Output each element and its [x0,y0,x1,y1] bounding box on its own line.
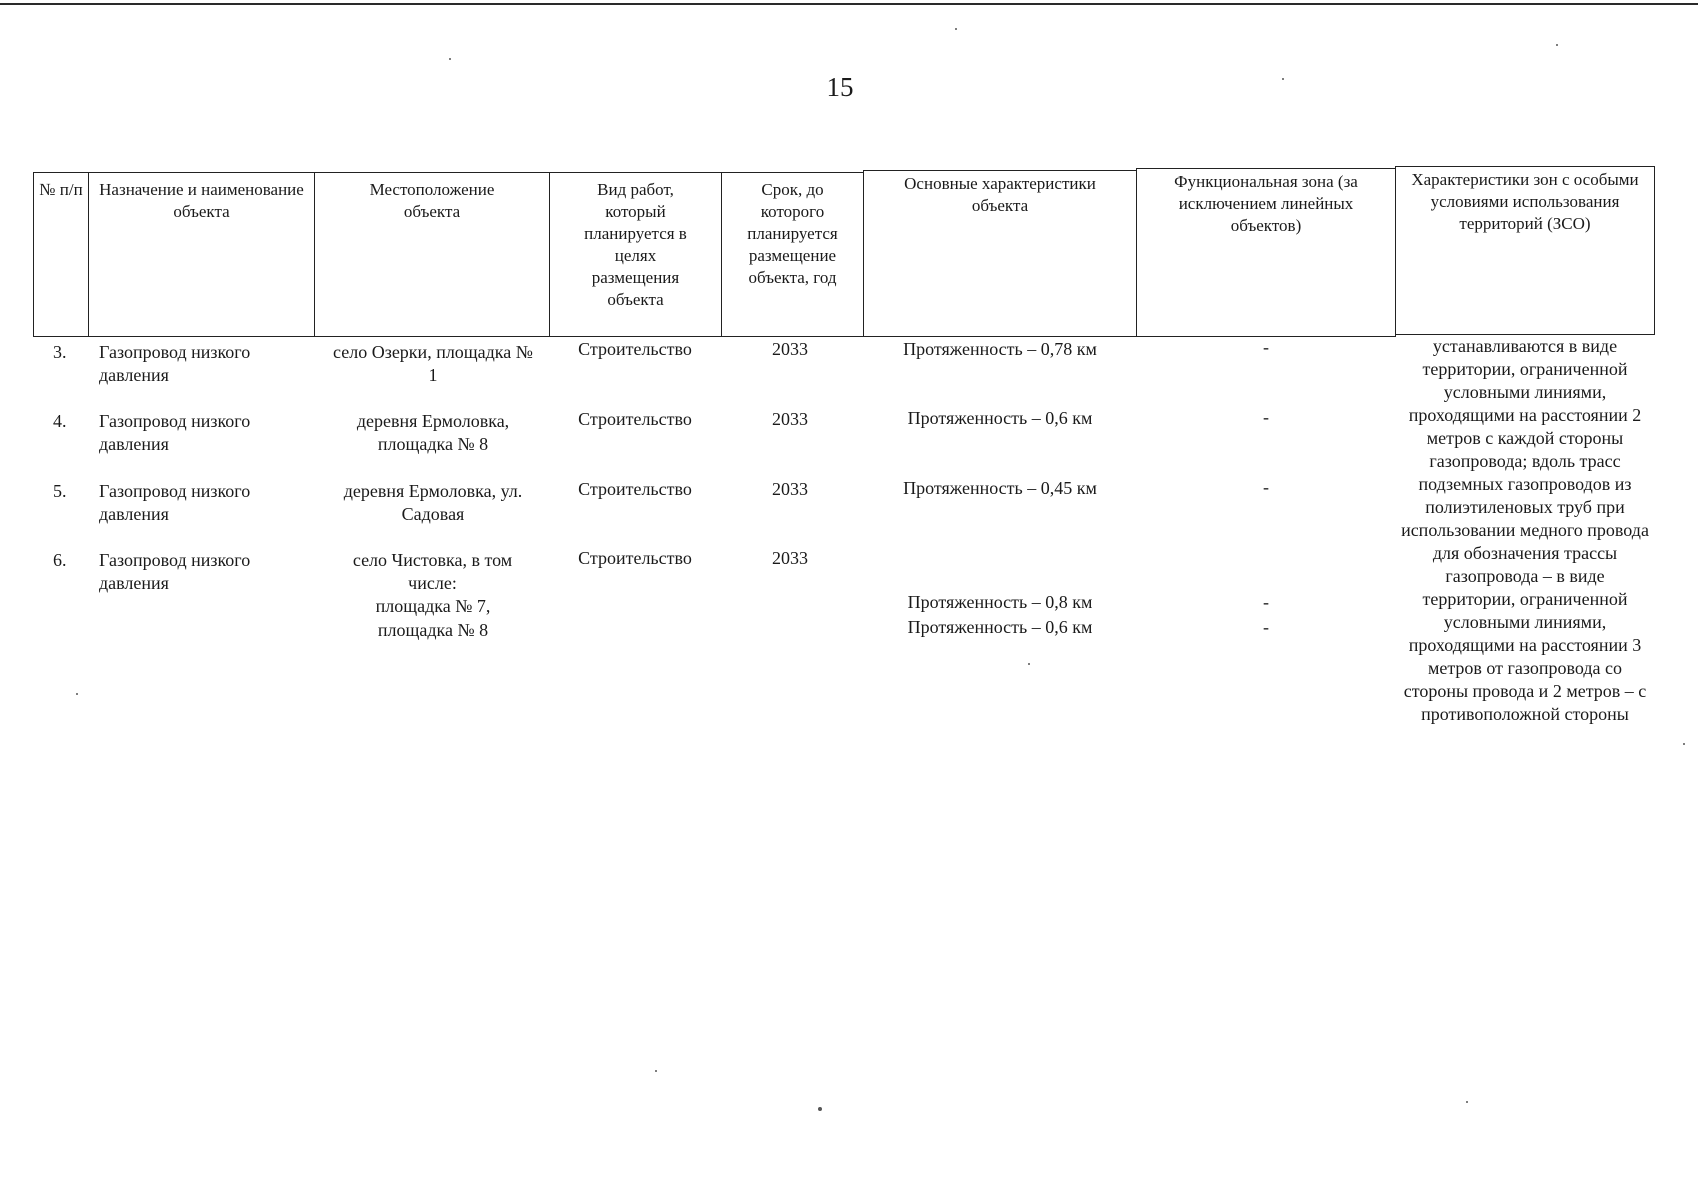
functional-zone: - [1263,617,1269,637]
row-number: 6. [53,550,67,570]
object-location: деревня Ермоловка, площадка № 8 [356,411,510,454]
scan-speck [449,58,451,60]
object-characteristics: Протяженность – 0,8 км [907,592,1093,612]
deadline-year: 2033 [772,479,808,499]
scan-speck [1028,663,1030,665]
row-number: 5. [53,481,67,501]
header-functional-zone: Функциональная зона (за исключением линейных объектов) [1136,168,1396,337]
scan-speck [818,1107,822,1111]
functional-zone: - [1263,477,1269,497]
functional-zone: - [1263,592,1269,612]
object-characteristics: Протяженность – 0,45 км [903,478,1097,498]
object-location: село Озерки, площадка № 1 [333,342,533,385]
header-work: Вид работ, который планируется в целях размещения объекта [549,172,722,337]
object-characteristics: Протяженность – 0,6 км [907,408,1093,428]
scan-speck [1466,1101,1468,1103]
object-name: Газопровод низкого давления [99,481,251,524]
scan-speck [1282,78,1284,80]
row-number: 4. [53,411,67,431]
object-location: площадка № 7, [375,596,491,616]
object-name: Газопровод низкого давления [99,411,251,454]
row-number: 3. [53,342,67,362]
functional-zone: - [1263,407,1269,427]
header-num: № п/п [33,172,89,337]
object-location: село Чистовка, в том числе: [352,550,513,593]
deadline-year: 2033 [772,409,808,429]
header-deadline: Срок, до которого планируется размещение объекта, год [721,172,864,337]
work-type: Строительство [578,339,692,359]
object-characteristics: Протяженность – 0,78 км [903,339,1097,359]
work-type: Строительство [578,479,692,499]
scan-speck [1683,743,1685,745]
work-type: Строительство [578,548,692,568]
object-location: деревня Ермоловка, ул. Садовая [343,481,523,524]
page-number: 15 [826,72,854,102]
deadline-year: 2033 [772,339,808,359]
header-name: Назначение и наименование объекта [88,172,315,337]
deadline-year: 2033 [772,548,808,568]
scan-speck [655,1070,657,1072]
object-characteristics: Протяженность – 0,6 км [907,617,1093,637]
header-characteristics: Основные характеристики объекта [863,170,1137,337]
zso-description: устанавливаются в виде территории, ограниченной условными линиями, проходящими на расстоянии 2 метров с каждой стороны газопровода; вдоль трасс подземных газопроводов из полиэтиленовых труб при использовании медного провода для обозначения трассы газопровода – в виде территории, ограниченной условными линиями, проходящими на расстоянии 3 метров от газопровода со стороны провода и 2 метров – с противоположной стороны [1401,336,1649,724]
functional-zone: - [1263,337,1269,357]
scan-speck [955,28,957,30]
object-name: Газопровод низкого давления [99,550,251,593]
header-zso: Характеристики зон с особыми условиями использования территорий (ЗСО) [1395,166,1655,335]
top-border-line [0,3,1698,5]
scan-speck [1556,44,1558,46]
work-type: Строительство [578,409,692,429]
object-location: площадка № 8 [377,620,489,640]
header-location: Местоположение объекта [314,172,550,337]
scan-speck [76,693,78,695]
object-name: Газопровод низкого давления [99,342,251,385]
